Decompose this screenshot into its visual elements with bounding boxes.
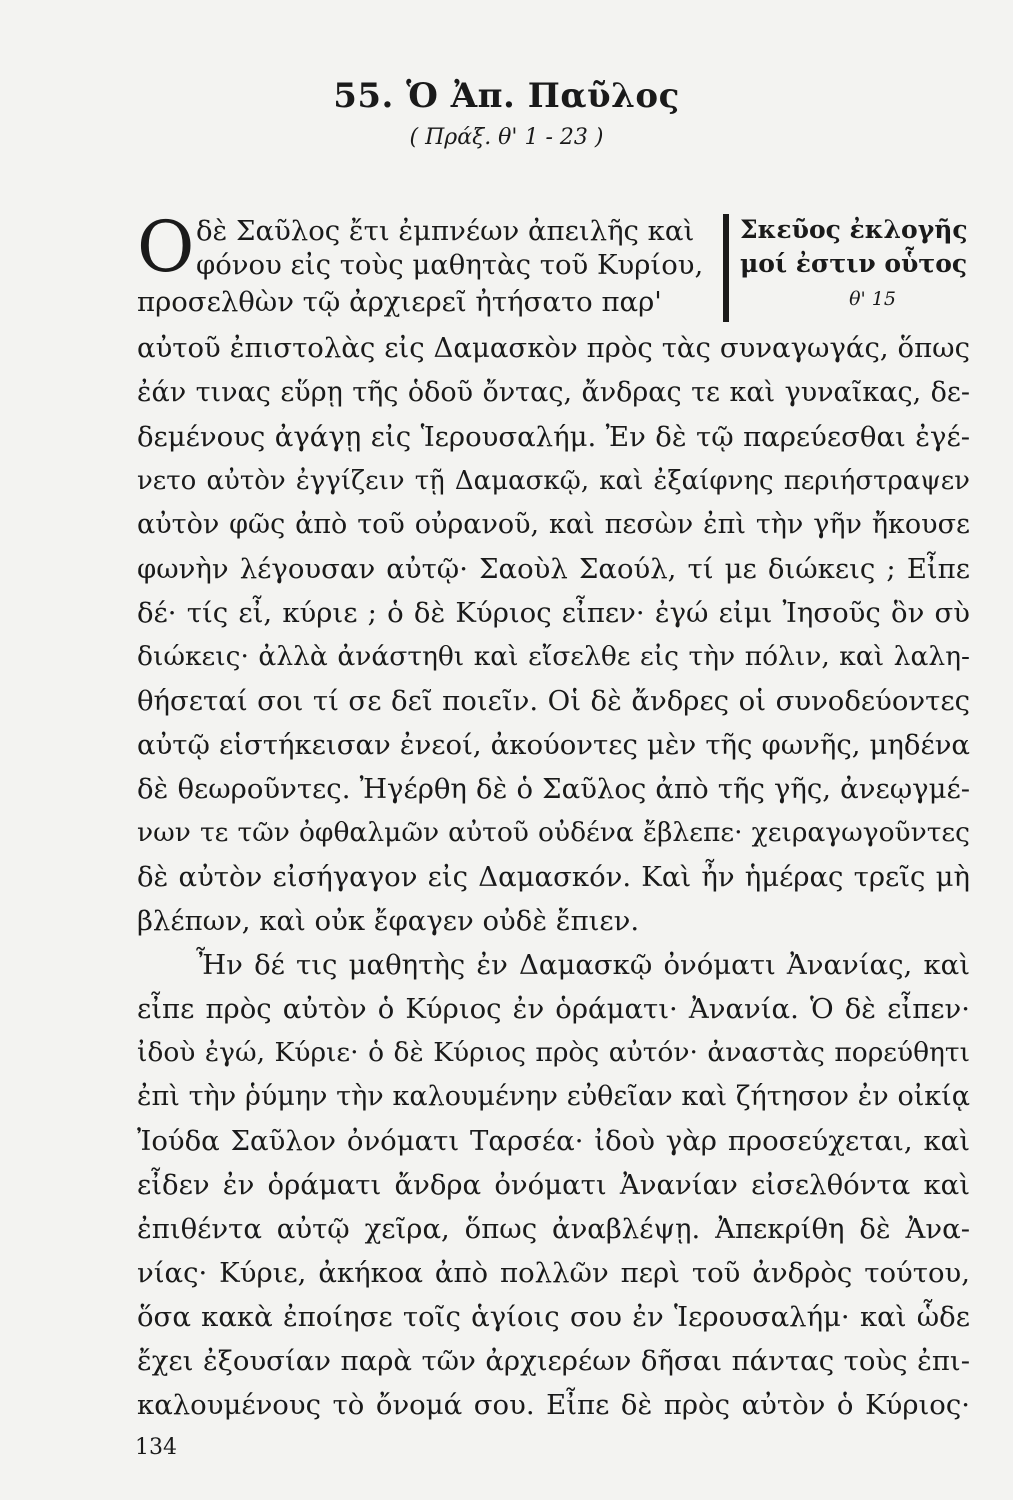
text-line: αὐτῷ εἱστήκεισαν ἐνεοί, ἀκούοντες μὲν τῆς φωνῆς, μηδένα — [137, 729, 970, 761]
chapter-title: 55. Ὁ Ἀπ. Παῦλος — [333, 76, 680, 116]
text-line: καλουμένους τὸ ὄνομά σου. Εἶπε δὲ πρὸς αὐτὸν ὁ Κύριος· — [137, 1389, 970, 1421]
text-line: ἐάν τινας εὕρῃ τῆς ὁδοῦ ὄντας, ἄνδρας τε καὶ γυναῖκας, δε- — [137, 377, 970, 408]
sidebar-divider — [723, 214, 729, 322]
drop-cap: Ο — [137, 206, 195, 288]
text-line: φωνὴν λέγουσαν αὐτῷ· Σαοὺλ Σαούλ, τί με διώκεις ; Εἶπε — [137, 553, 970, 585]
text-line: διώκεις· ἀλλὰ ἀνάστηθι καὶ εἴσελθε εἰς τὴν πόλιν, καὶ λαλη- — [137, 641, 970, 672]
scripture-reference: ( Πράξ. θ' 1 - 23 ) — [409, 125, 604, 150]
text-line: αὐτὸν φῶς ἀπὸ τοῦ οὐρανοῦ, καὶ πεσὼν ἐπὶ τὴν γῆν ἤκουσε — [137, 509, 970, 540]
text-line: δὲ θεωροῦντες. Ἠγέρθη δὲ ὁ Σαῦλος ἀπὸ τῆς γῆς, ἀνεῳγμέ- — [137, 773, 970, 805]
text-line: δέ· τίς εἶ, κύριε ; ὁ δὲ Κύριος εἶπεν· ἐγώ εἰμι Ἰησοῦς ὃν σὺ — [137, 597, 970, 629]
text-line: ὅσα κακὰ ἐποίησε τοῖς ἁγίοις σου ἐν Ἱερουσαλήμ· καὶ ὧδε — [137, 1301, 970, 1333]
text-line: βλέπων, καὶ οὐκ ἔφαγεν οὐδὲ ἔπιεν. — [137, 905, 640, 937]
sidebar-note-reference: θ' 15 — [849, 288, 896, 310]
text-line: ἐπιθέντα αὐτῷ χεῖρα, ὅπως ἀναβλέψῃ. Ἀπεκρίθη δὲ Ἀνα- — [137, 1213, 970, 1245]
page-number: 134 — [135, 1435, 177, 1460]
sidebar-note-line-1: Σκεῦος ἐκλογῆς — [740, 215, 968, 244]
text-line: ἰδοὺ ἐγώ, Κύριε· ὁ δὲ Κύριος πρὸς αὐτόν· ἀναστὰς πορεύθητι — [137, 1037, 970, 1068]
text-line: εἶδεν ἐν ὁράματι ἄνδρα ὀνόματι Ἀνανίαν εἰσελθόντα καὶ — [137, 1169, 970, 1201]
text-line: προσελθὼν τῷ ἀρχιερεῖ ἠτήσατο παρ' — [137, 286, 662, 318]
text-line: νίας· Κύριε, ἀκήκοα ἀπὸ πολλῶν περὶ τοῦ ἀνδρὸς τούτου, — [137, 1257, 970, 1289]
text-line: Ἰούδα Σαῦλον ὀνόματι Ταρσέα· ἰδοὺ γὰρ προσεύχεται, καὶ — [137, 1125, 970, 1157]
text-line: νετο αὐτὸν ἐγγίζειν τῇ Δαμασκῷ, καὶ ἐξαίφνης περιήστραψεν — [137, 466, 970, 496]
text-line: νων τε τῶν ὀφθαλμῶν αὐτοῦ οὐδένα ἔβλεπε· χειραγωγοῦντες — [137, 817, 970, 848]
text-line: δεμένους ἀγάγῃ εἰς Ἱερουσαλήμ. Ἐν δὲ τῷ παρεύεσθαι ἐγέ- — [137, 421, 970, 453]
text-line: φόνου εἰς τοὺς μαθητὰς τοῦ Κυρίου, — [196, 249, 704, 281]
sidebar-note-line-2: μοί ἐστιν οὗτος — [740, 249, 968, 278]
text-line: ἔχει ἐξουσίαν παρὰ τῶν ἀρχιερέων δῆσαι πάντας τοὺς ἐπι- — [137, 1345, 970, 1377]
text-line: δὲ Σαῦλος ἔτι ἐμπνέων ἀπειλῆς καὶ — [196, 215, 695, 247]
text-line: εἶπε πρὸς αὐτὸν ὁ Κύριος ἐν ὁράματι· Ἀνανία. Ὁ δὲ εἶπεν· — [137, 993, 970, 1025]
text-line: δὲ αὐτὸν εἰσήγαγον εἰς Δαμασκόν. Καὶ ἦν ἡμέρας τρεῖς μὴ — [137, 861, 970, 893]
text-line: ἐπὶ τὴν ῥύμην τὴν καλουμένην εὐθεῖαν καὶ ζήτησον ἐν οἰκίᾳ — [137, 1081, 970, 1112]
text-line: αὐτοῦ ἐπιστολὰς εἰς Δαμασκὸν πρὸς τὰς συναγωγάς, ὅπως — [137, 332, 970, 364]
text-line: Ἦν δέ τις μαθητὴς ἐν Δαμασκῷ ὀνόματι Ἀνανίας, καὶ — [196, 949, 970, 981]
text-line: θήσεταί σοι τί σε δεῖ ποιεῖν. Οἱ δὲ ἄνδρες οἱ συνοδεύοντες — [137, 685, 970, 717]
